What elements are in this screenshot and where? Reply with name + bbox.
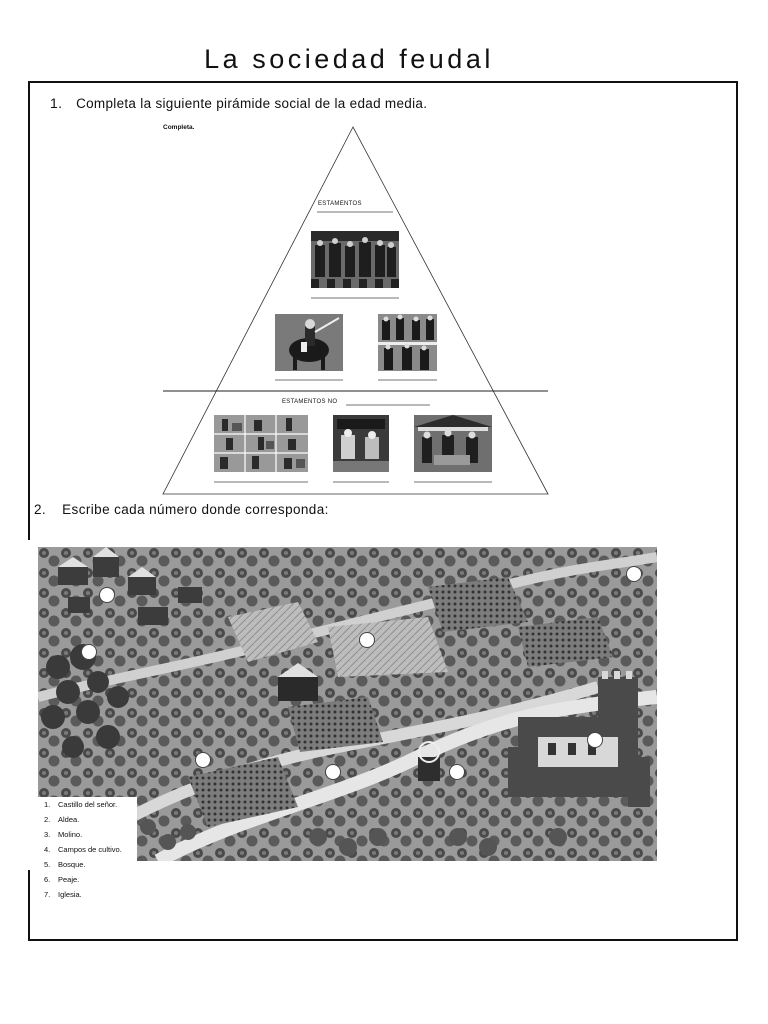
legend-item: 4. Campos de cultivo. <box>44 845 122 854</box>
question-2-number: 2. <box>34 502 47 517</box>
legend-item: 7. Iglesia. <box>44 890 82 899</box>
pyramid-corner-label: Completa. <box>163 124 195 131</box>
answer-dot[interactable] <box>449 764 465 780</box>
question-2-text: Escribe cada número donde corresponda: <box>62 502 329 517</box>
clergy-council-image <box>311 231 399 288</box>
estamentos-label: ESTAMENTOS <box>318 201 362 207</box>
answer-dot[interactable] <box>359 632 375 648</box>
nobles-image <box>378 314 437 371</box>
answer-dot[interactable] <box>587 732 603 748</box>
question-1-number: 1. <box>50 95 63 111</box>
legend-item: 6. Peaje. <box>44 875 80 884</box>
map-legend <box>38 797 137 903</box>
peasants-labour-image <box>214 415 308 472</box>
answer-dot[interactable] <box>81 644 97 660</box>
answer-dot[interactable] <box>195 752 211 768</box>
estamentos-no-label: ESTAMENTOS NO <box>282 399 338 405</box>
legend-item: 2. Aldea. <box>44 815 80 824</box>
legend-item: 5. Bosque. <box>44 860 86 869</box>
page-title: La sociedad feudal <box>204 44 494 74</box>
artisans-image <box>333 415 389 472</box>
answer-dot[interactable] <box>626 566 642 582</box>
legend-item: 1. Castillo del señor. <box>44 800 118 809</box>
legend-item: 3. Molino. <box>44 830 83 839</box>
answer-dot[interactable] <box>99 587 115 603</box>
question-2 <box>34 502 329 517</box>
answer-dot[interactable] <box>325 764 341 780</box>
knight-image <box>275 314 343 371</box>
question-1-text: Completa la siguiente pirámide social de la edad media. <box>76 96 428 111</box>
merchants-image <box>414 415 492 472</box>
